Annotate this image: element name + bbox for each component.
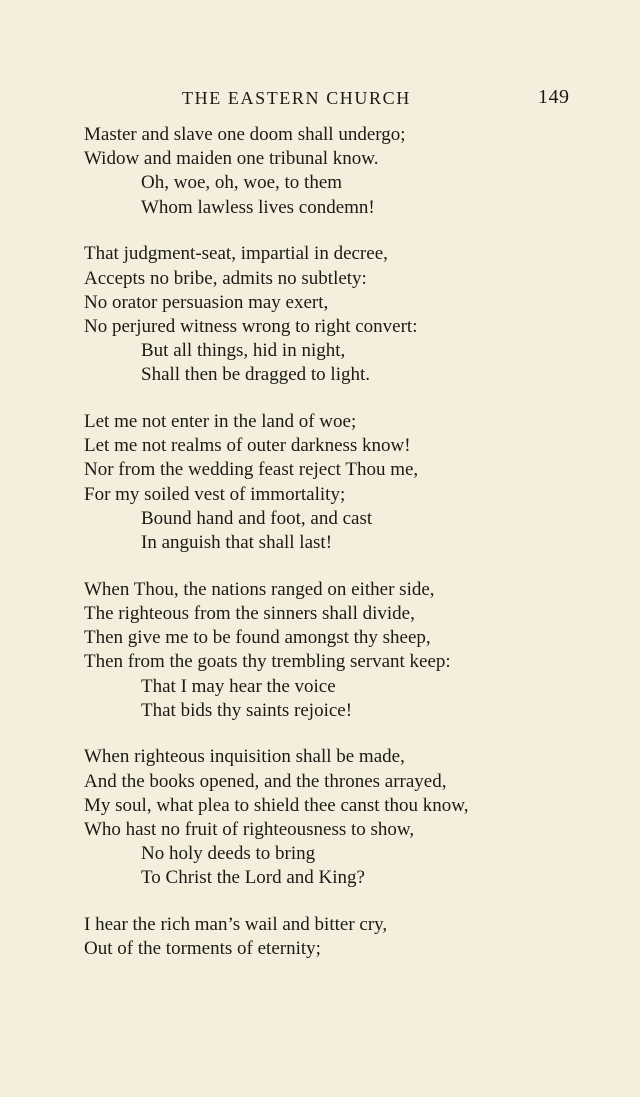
poem-line: No orator persuasion may exert, (84, 291, 329, 313)
poem-line: That I may hear the voice (141, 675, 336, 697)
poem-line: Bound hand and foot, and cast (141, 507, 373, 529)
poem-line: When righteous inquisition shall be made, (84, 746, 405, 768)
poem-line: Oh, woe, oh, woe, to them (141, 172, 343, 194)
poem-line: No perjured witness wrong to right convert: (84, 315, 418, 337)
poem-line: When Thou, the nations ranged on either side, (84, 578, 435, 600)
poem-line: And the books opened, and the thrones arrayed, (84, 770, 447, 792)
poem-line: Who hast no fruit of righteousness to show, (84, 819, 415, 841)
running-title: THE EASTERN CHURCH (182, 88, 411, 108)
stanza (84, 913, 604, 961)
poem-line: Then from the goats thy trembling servant keep: (84, 651, 451, 673)
poem-line: I hear the rich man’s wail and bitter cry, (84, 914, 388, 936)
poem-line: Nor from the wedding feast reject Thou me, (84, 459, 419, 481)
poem-line: But all things, hid in night, (141, 340, 346, 362)
stanza (84, 242, 604, 387)
poem-line: That bids thy saints rejoice! (141, 699, 353, 721)
poem-line: That judgment-seat, impartial in decree, (84, 243, 388, 265)
poem-line: The righteous from the sinners shall divide, (84, 602, 415, 624)
poem-line: Accepts no bribe, admits no subtlety: (84, 267, 367, 289)
stanza (84, 578, 604, 723)
poem-line: Out of the torments of eternity; (84, 938, 321, 960)
poem-line: Widow and maiden one tribunal know. (84, 148, 379, 170)
poem-line: Then give me to be found amongst thy sheep, (84, 627, 431, 649)
stanza (84, 745, 604, 890)
poem-body (84, 123, 604, 984)
poem-line: My soul, what plea to shield thee canst thou know, (84, 794, 469, 816)
poem-line: Whom lawless lives condemn! (141, 196, 375, 218)
poem-line: Let me not realms of outer darkness know! (84, 435, 411, 457)
poem-line: To Christ the Lord and King? (141, 867, 365, 889)
stanza (84, 123, 604, 220)
poem-line: Master and slave one doom shall undergo; (84, 124, 406, 145)
poem-line: Let me not enter in the land of woe; (84, 411, 357, 433)
page-header (0, 88, 640, 114)
poem-line: In anguish that shall last! (141, 532, 333, 554)
poem-line: Shall then be dragged to light. (141, 364, 371, 386)
poem-line: For my soiled vest of immortality; (84, 483, 346, 505)
page-number: 149 (538, 86, 570, 108)
stanza (84, 410, 604, 555)
poem-line: No holy deeds to bring (141, 843, 316, 865)
